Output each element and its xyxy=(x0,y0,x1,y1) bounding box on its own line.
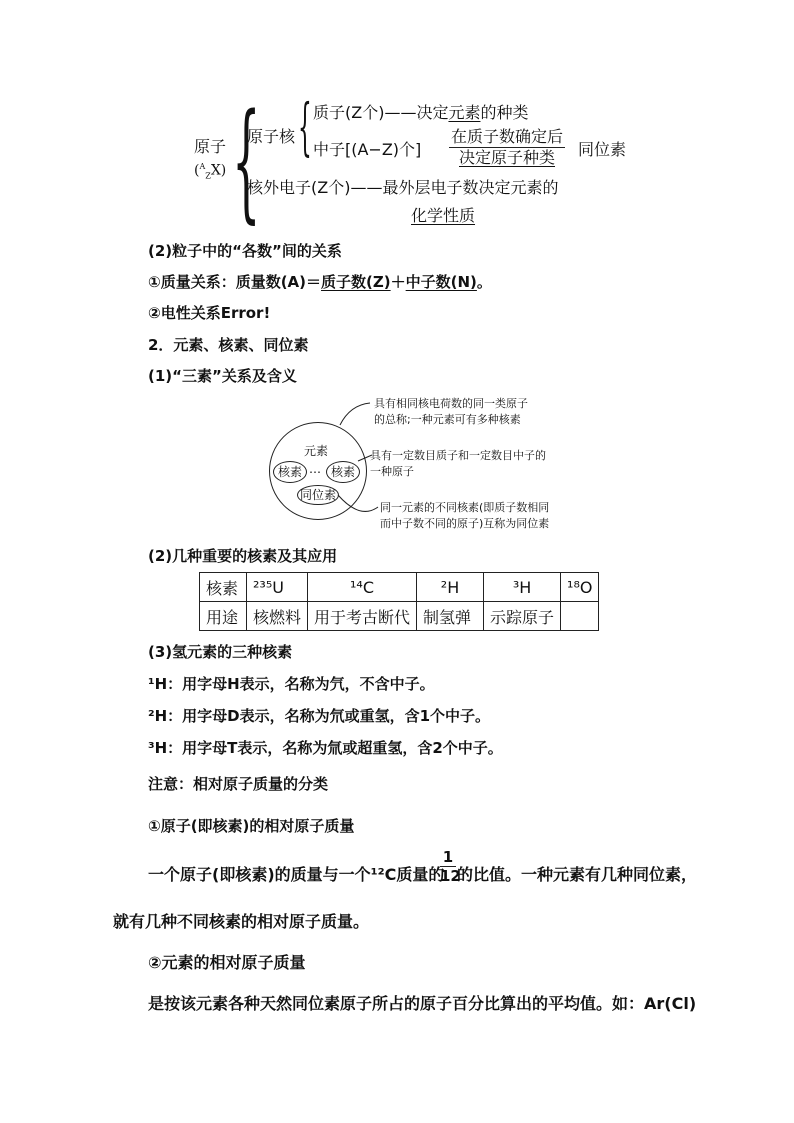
table-cell: 核燃料 xyxy=(247,602,308,631)
note-item-2: ②元素的相对原子质量 xyxy=(148,953,306,972)
fraction-bottom: 决定原子种类 xyxy=(459,148,556,167)
diagram-note-isotope: 同一元素的不同核素(即质子数相同 而中子数不同的原子)互称为同位素 xyxy=(380,501,550,530)
diagram-note-element: 具有相同核电荷数的同一类原子 的总称;一种元素可有多种核素 xyxy=(374,397,528,426)
three-elements-heading: (1)“三素”关系及含义 xyxy=(148,367,297,385)
electron-line: 核外电子(Z个)——最外层电子数决定元素的 xyxy=(247,178,559,197)
diagram-element-label: 元素 xyxy=(304,444,329,458)
nuclide-table-heading: (2)几种重要的核素及其应用 xyxy=(148,547,338,565)
diagram-note-nuclide: 具有一定数目质子和一定数目中子的 一种原子 xyxy=(370,449,546,478)
table-cell: ²³⁵U xyxy=(247,573,308,602)
charge-relation: ②电性关系Error! xyxy=(148,304,271,322)
hydrogen-tritium: ³H：用字母T表示，名称为氚或超重氢，含2个中子。 xyxy=(148,739,503,757)
mass-relation: ①质量关系：质量数(A)＝质子数(Z)＋中子数(N)。 xyxy=(148,273,492,291)
table-cell: ¹⁸O xyxy=(561,573,599,602)
table-cell: 示踪原子 xyxy=(484,602,561,631)
fraction-top: 在质子数确定后 xyxy=(451,127,564,146)
relation-heading: (2)粒子中的“各数”间的关系 xyxy=(148,242,342,260)
atom-label: 原子 xyxy=(194,137,227,156)
table-row xyxy=(200,602,599,631)
atom-symbol: ($^A_Z$X) xyxy=(194,162,227,181)
hydrogen-heading: (3)氢元素的三种核素 xyxy=(148,643,293,661)
neutron-line: 中子[(A−Z)个] xyxy=(313,140,422,159)
note-heading: 注意：相对原子质量的分类 xyxy=(148,775,329,793)
note-item-1-text-cont: 的比值。一种元素有几种同位素， xyxy=(457,865,698,884)
hydrogen-protium: ¹H：用字母H表示，名称为氕，不含中子。 xyxy=(148,675,435,693)
note-item-1-text-line2: 就有几种不同核素的相对原子质量。 xyxy=(113,912,370,931)
section-2-heading: 2．元素、核素、同位素 xyxy=(148,336,309,354)
table-cell: ³H xyxy=(484,573,561,602)
isotope-term: 同位素 xyxy=(578,140,627,159)
diagram-nuclide-left: 核素 xyxy=(273,461,307,483)
hydrogen-deuterium: ²H：用字母D表示，名称为氘或重氢，含1个中子。 xyxy=(148,707,491,725)
left-brace-atom: { xyxy=(232,87,261,236)
table-cell: 用途 xyxy=(200,602,247,631)
table-cell: ¹⁴C xyxy=(308,573,417,602)
diagram-isotope-label: 同位素 xyxy=(297,485,339,505)
diagram-nuclide-right: 核素 xyxy=(326,461,360,483)
note-item-1: ①原子(即核素)的相对原子质量 xyxy=(148,817,355,835)
note-item-1-text: 一个原子(即核素)的质量与一个¹²C质量的 xyxy=(148,865,445,884)
neutron-fraction xyxy=(449,127,565,168)
table-row xyxy=(200,573,599,602)
nuclide-table xyxy=(199,572,599,631)
fraction-one-twelfth: 1 12 xyxy=(440,848,461,885)
table-cell: ²H xyxy=(417,573,484,602)
note-item-2-text: 是按该元素各种天然同位素原子所占的原子百分比算出的平均值。如：Ar(Cl) xyxy=(148,994,697,1013)
nucleus-label: 原子核 xyxy=(247,127,296,146)
left-brace-nucleus: { xyxy=(298,90,312,163)
table-cell: 用于考古断代 xyxy=(308,602,417,631)
proton-line: 质子(Z个)——决定元素的种类 xyxy=(313,103,529,122)
diagram-dots: … xyxy=(309,462,321,476)
table-cell: 制氢弹 xyxy=(417,602,484,631)
table-cell: 核素 xyxy=(200,573,247,602)
table-cell xyxy=(561,602,599,631)
chemical-property-term: 化学性质 xyxy=(411,206,476,225)
element-term: 元素 xyxy=(448,103,481,122)
